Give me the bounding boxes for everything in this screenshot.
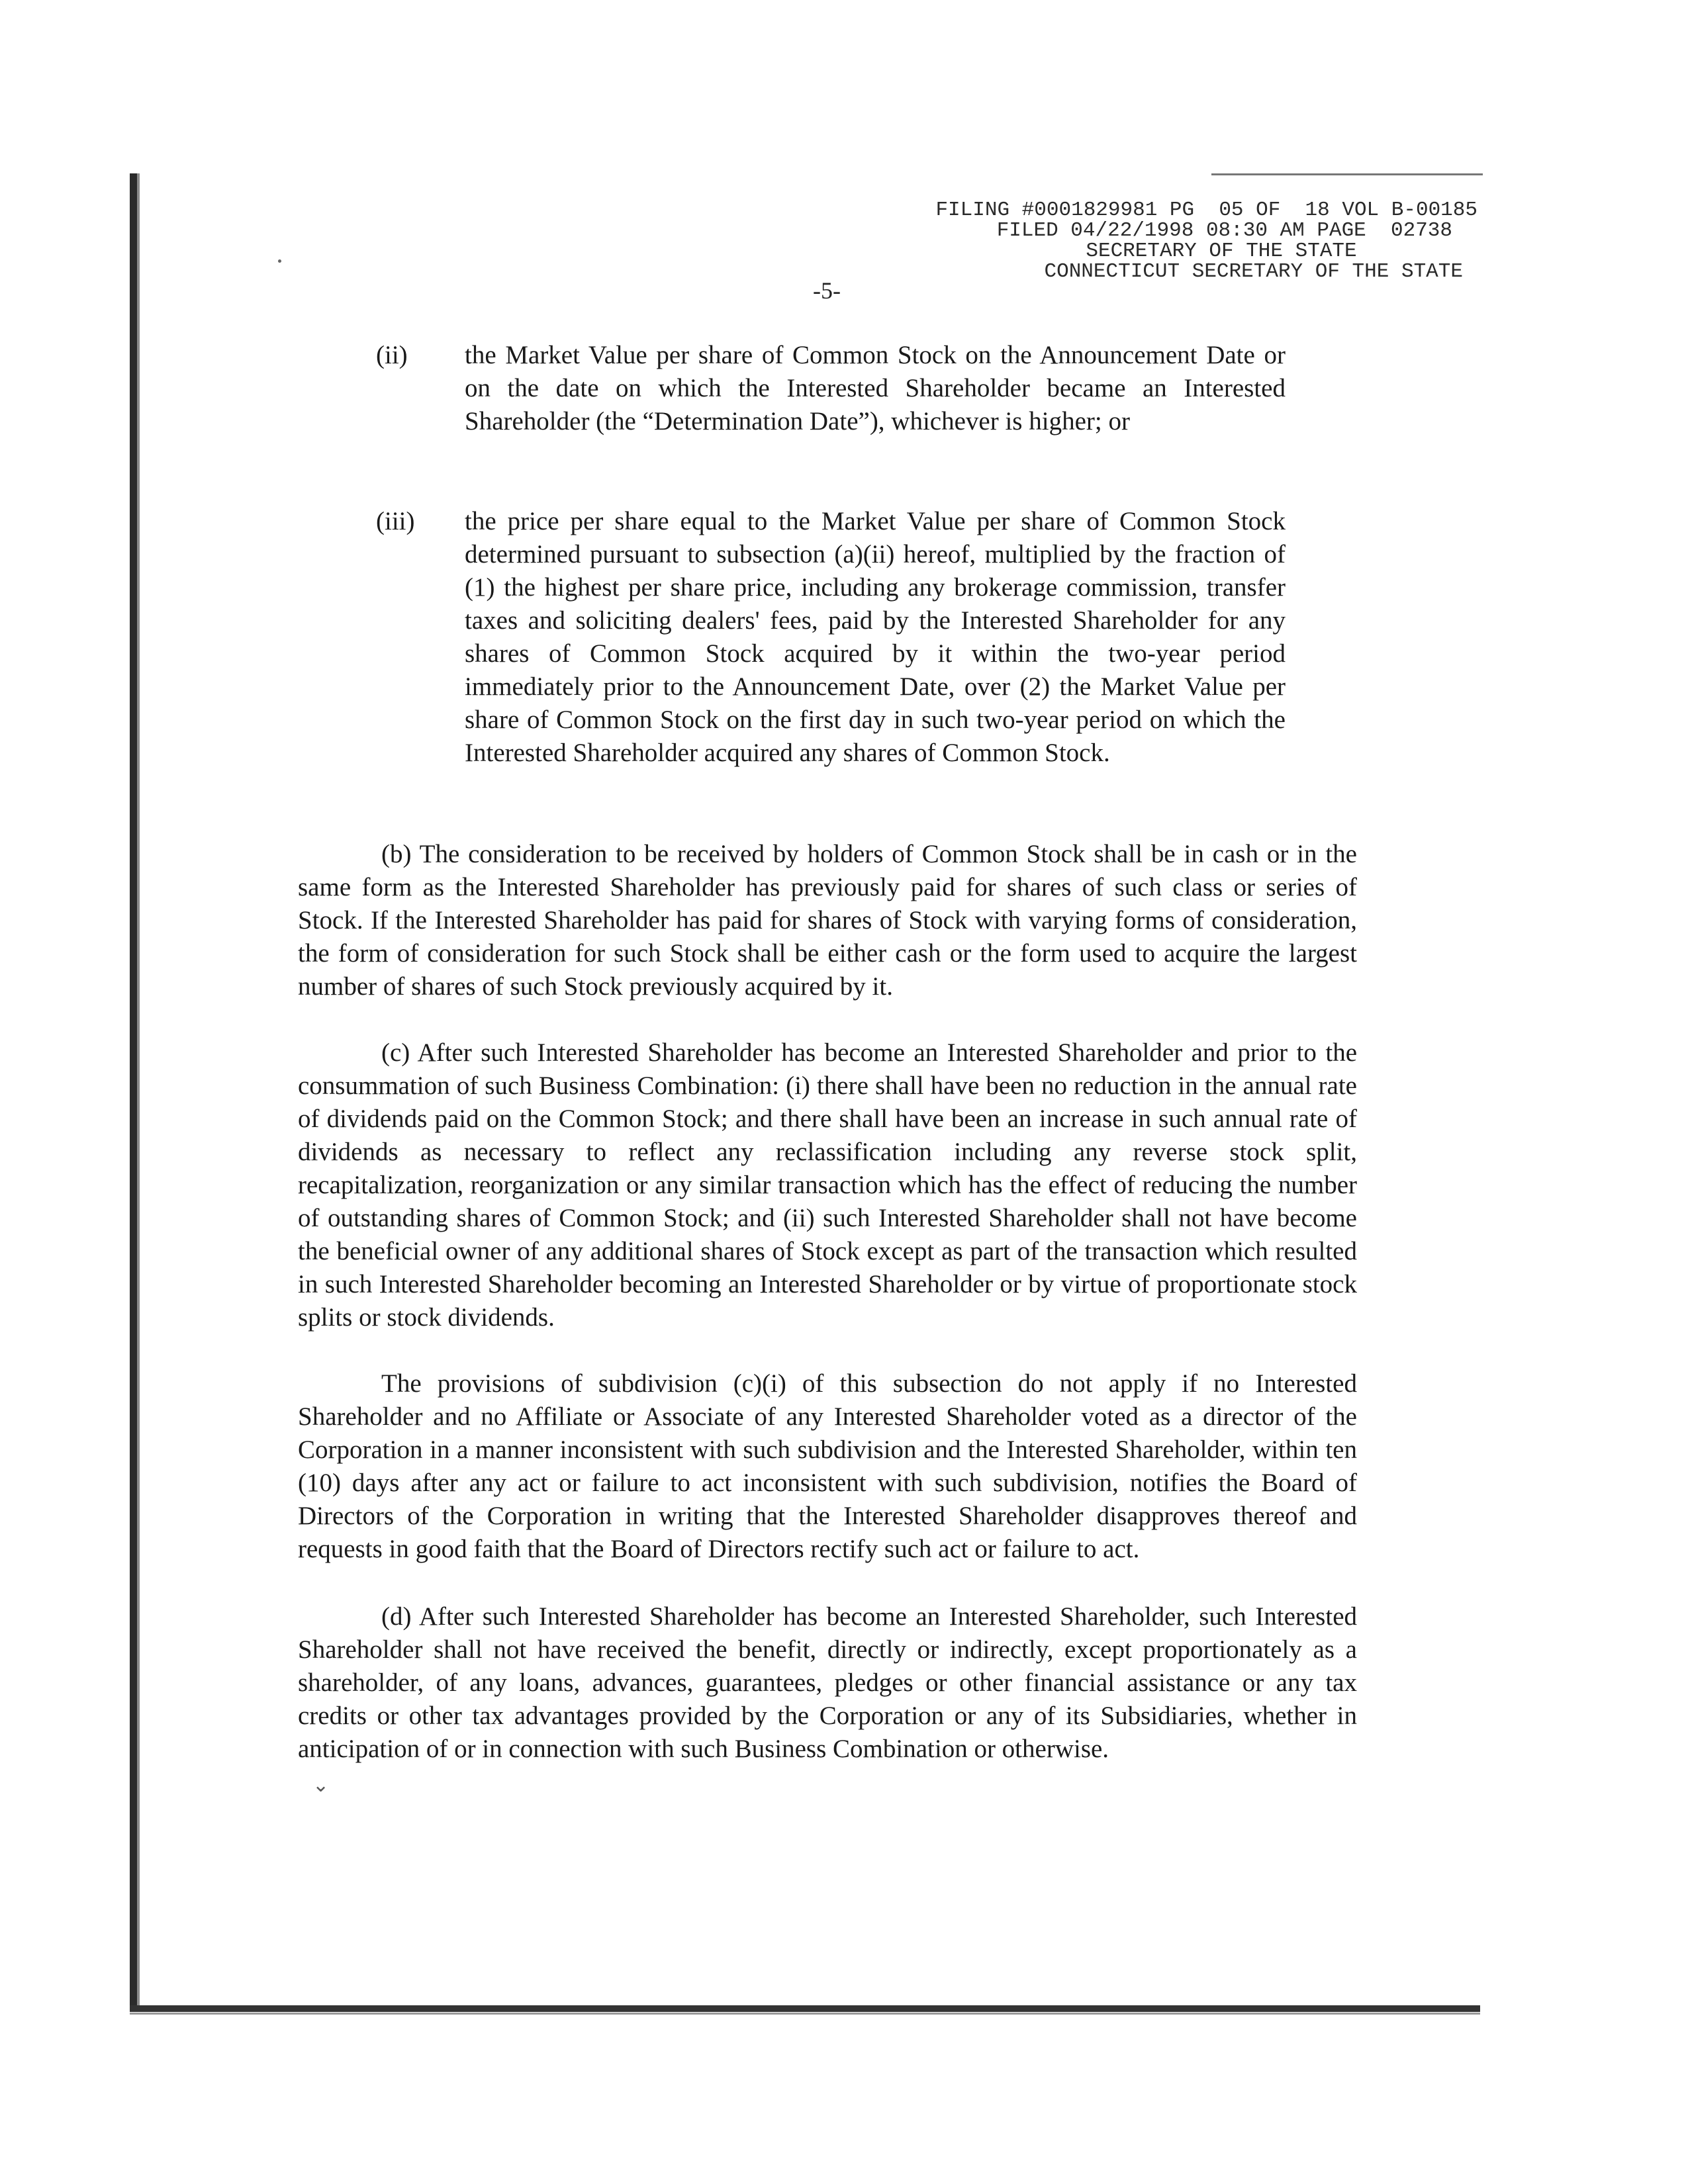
- list-item-label: (ii): [376, 341, 408, 369]
- scan-mark: ⌄: [312, 1774, 330, 1796]
- paragraph-d: (d) After such Interested Shareholder has become an Interested Shareholder, such Interested Shareholder shall not have received the benefit, directly or indirectly, except proportionately as a shareholder, of any loans, advances, guarantees, pledges or other financial assistance or any tax credits or other tax advantages provided by the Corporation or any of its Subsidiaries, whether in anticipation of or in connection with such Business Combination or otherwise.: [298, 1602, 1357, 1763]
- paragraph-c: (c) After such Interested Shareholder has become an Interested Shareholder and prior to the consummation of such Business Combination: (i) there shall have been no reduction in the annual rate of dividends paid on the Common Stock; and there shall have been an increase in such annual rate of dividends as necessary to reflect any reclassification including any reverse stock split, recapitalization, reorganization or any similar transaction which has the effect of reducing the number of outstanding shares of Common Stock; and (ii) such Interested Shareholder shall not have become the beneficial owner of any additional shares of Stock except as part of the transaction which resulted in such Interested Shareholder becoming an Interested Shareholder or by virtue of proportionate stock splits or stock dividends.: [298, 1038, 1357, 1332]
- scan-top-rule: [1211, 173, 1483, 175]
- list-item-text: the price per share equal to the Market Value per share of Common Stock determined pursuant to subsection (a)(ii) hereof, multiplied by the fraction of (1) the highest per share price, including any brokerage commission, transfer taxes and soliciting dealers' fees, paid by the Interested Shareholder for any shares of Common Stock acquired by it within the two-year period immediately prior to the Announcement Date, over (2) the Market Value per share of Common Stock on the first day in such two-year period on which the Interested Shareholder acquired any shares of Common Stock.: [465, 507, 1286, 767]
- list-item-ii: [376, 339, 1369, 438]
- scan-left-edge: [130, 173, 137, 2012]
- scan-speck: [278, 259, 281, 263]
- list-item-text: the Market Value per share of Common Stock on the Announcement Date or on the date on which the Interested Shareholder became an Interested Shareholder (the “Determination Date”), whichever is higher; or: [465, 341, 1286, 435]
- page-number: -5-: [813, 277, 841, 304]
- filing-stamp-line-2: FILED 04/22/1998 08:30 AM PAGE 02738: [996, 219, 1452, 242]
- scan-bottom-edge-shadow: [130, 2013, 1480, 2015]
- filing-stamp-line-4: CONNECTICUT SECRETARY OF THE STATE: [1044, 260, 1463, 283]
- filing-stamp-line-1: FILING #0001829981 PG 05 OF 18 VOL B-00185: [935, 199, 1477, 222]
- list-item-iii: [376, 505, 1369, 770]
- filing-stamp-line-3: SECRETARY OF THE STATE: [1086, 240, 1357, 263]
- scan-left-edge-shadow: [137, 173, 140, 2012]
- filing-stamp: [874, 200, 1489, 282]
- list-item-label: (iii): [376, 507, 415, 535]
- scan-bottom-edge: [130, 2005, 1480, 2012]
- paragraph-b: (b) The consideration to be received by holders of Common Stock shall be in cash or in the same form as the Interested Shareholder has previously paid for shares of such class or series of Stock. If the Interested Shareholder has paid for shares of Stock with varying forms of consideration, the form of consideration for such Stock shall be either cash or the form used to acquire the largest number of shares of such Stock previously acquired by it.: [298, 840, 1357, 1001]
- paragraph-provisions: The provisions of subdivision (c)(i) of this subsection do not apply if no Interested Shareholder and no Affiliate or Associate of any Interested Shareholder voted as a director of the Corporation in a manner inconsistent with such subdivision and the Interested Shareholder, within ten (10) days after any act or failure to act inconsistent with such subdivision, notifies the Board of Directors of the Corporation in writing that the Interested Shareholder disapproves thereof and requests in good faith that the Board of Directors rectify such act or failure to act.: [298, 1369, 1357, 1563]
